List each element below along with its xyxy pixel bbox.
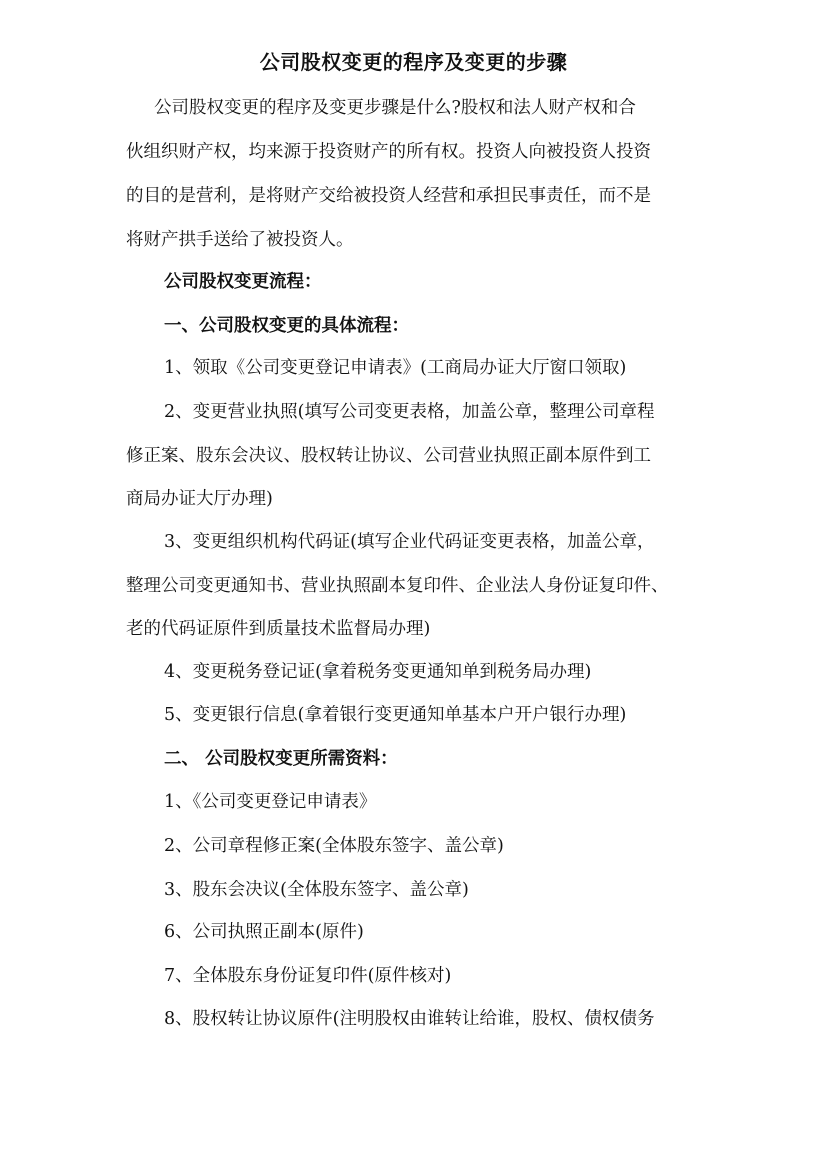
- section1-item-3-line-2: 整理公司变更通知书、营业执照副本复印件、企业法人身份证复印件、: [126, 576, 669, 596]
- flow-heading: 公司股权变更流程：: [164, 272, 322, 292]
- intro-line-1: 公司股权变更的程序及变更步骤是什么?股权和法人财产权和合: [154, 98, 636, 118]
- section1-item-2-line-2: 修正案、股东会决议、股权转让协议、公司营业执照正副本原件到工: [126, 446, 651, 466]
- intro-line-2: 伙组织财产权，均来源于投资财产的所有权。投资人向被投资人投资: [126, 142, 651, 162]
- section2-item-1: 1、《公司变更登记申请表》: [164, 792, 377, 812]
- intro-line-3: 的目的是营利，是将财产交给被投资人经营和承担民事责任，而不是: [126, 186, 651, 206]
- section1-item-4: 4、变更税务登记证(拿着税务变更通知单到税务局办理): [164, 662, 592, 682]
- page-title: 公司股权变更的程序及变更的步骤: [259, 50, 568, 74]
- section1-item-3-line-1: 3、变更组织机构代码证(填写企业代码证变更表格，加盖公章，: [164, 532, 655, 552]
- section2-heading: 二、 公司股权变更所需资料：: [164, 749, 398, 769]
- section1-item-2-line-3: 商局办证大厅办理): [126, 489, 273, 509]
- intro-line-4: 将财产拱手送给了被投资人。: [126, 230, 354, 250]
- section1-item-2-line-1: 2、变更营业执照(填写公司变更表格，加盖公章，整理公司章程: [164, 402, 655, 422]
- section1-item-1: 1、领取《公司变更登记申请表》(工商局办证大厅窗口领取): [164, 358, 627, 378]
- section2-item-3: 3、股东会决议(全体股东签字、盖公章): [164, 880, 469, 900]
- section1-heading: 一、公司股权变更的具体流程：: [164, 316, 409, 336]
- section2-item-6: 8、股权转让协议原件(注明股权由谁转让给谁，股权、债权债务: [164, 1009, 655, 1029]
- section2-item-4: 6、公司执照正副本(原件): [164, 922, 364, 942]
- section1-item-5: 5、变更银行信息(拿着银行变更通知单基本户开户银行办理): [164, 705, 627, 725]
- section2-item-5: 7、全体股东身份证复印件(原件核对): [164, 966, 452, 986]
- section2-item-2: 2、公司章程修正案(全体股东签字、盖公章): [164, 836, 504, 856]
- section1-item-3-line-3: 老的代码证原件到质量技术监督局办理): [126, 619, 431, 639]
